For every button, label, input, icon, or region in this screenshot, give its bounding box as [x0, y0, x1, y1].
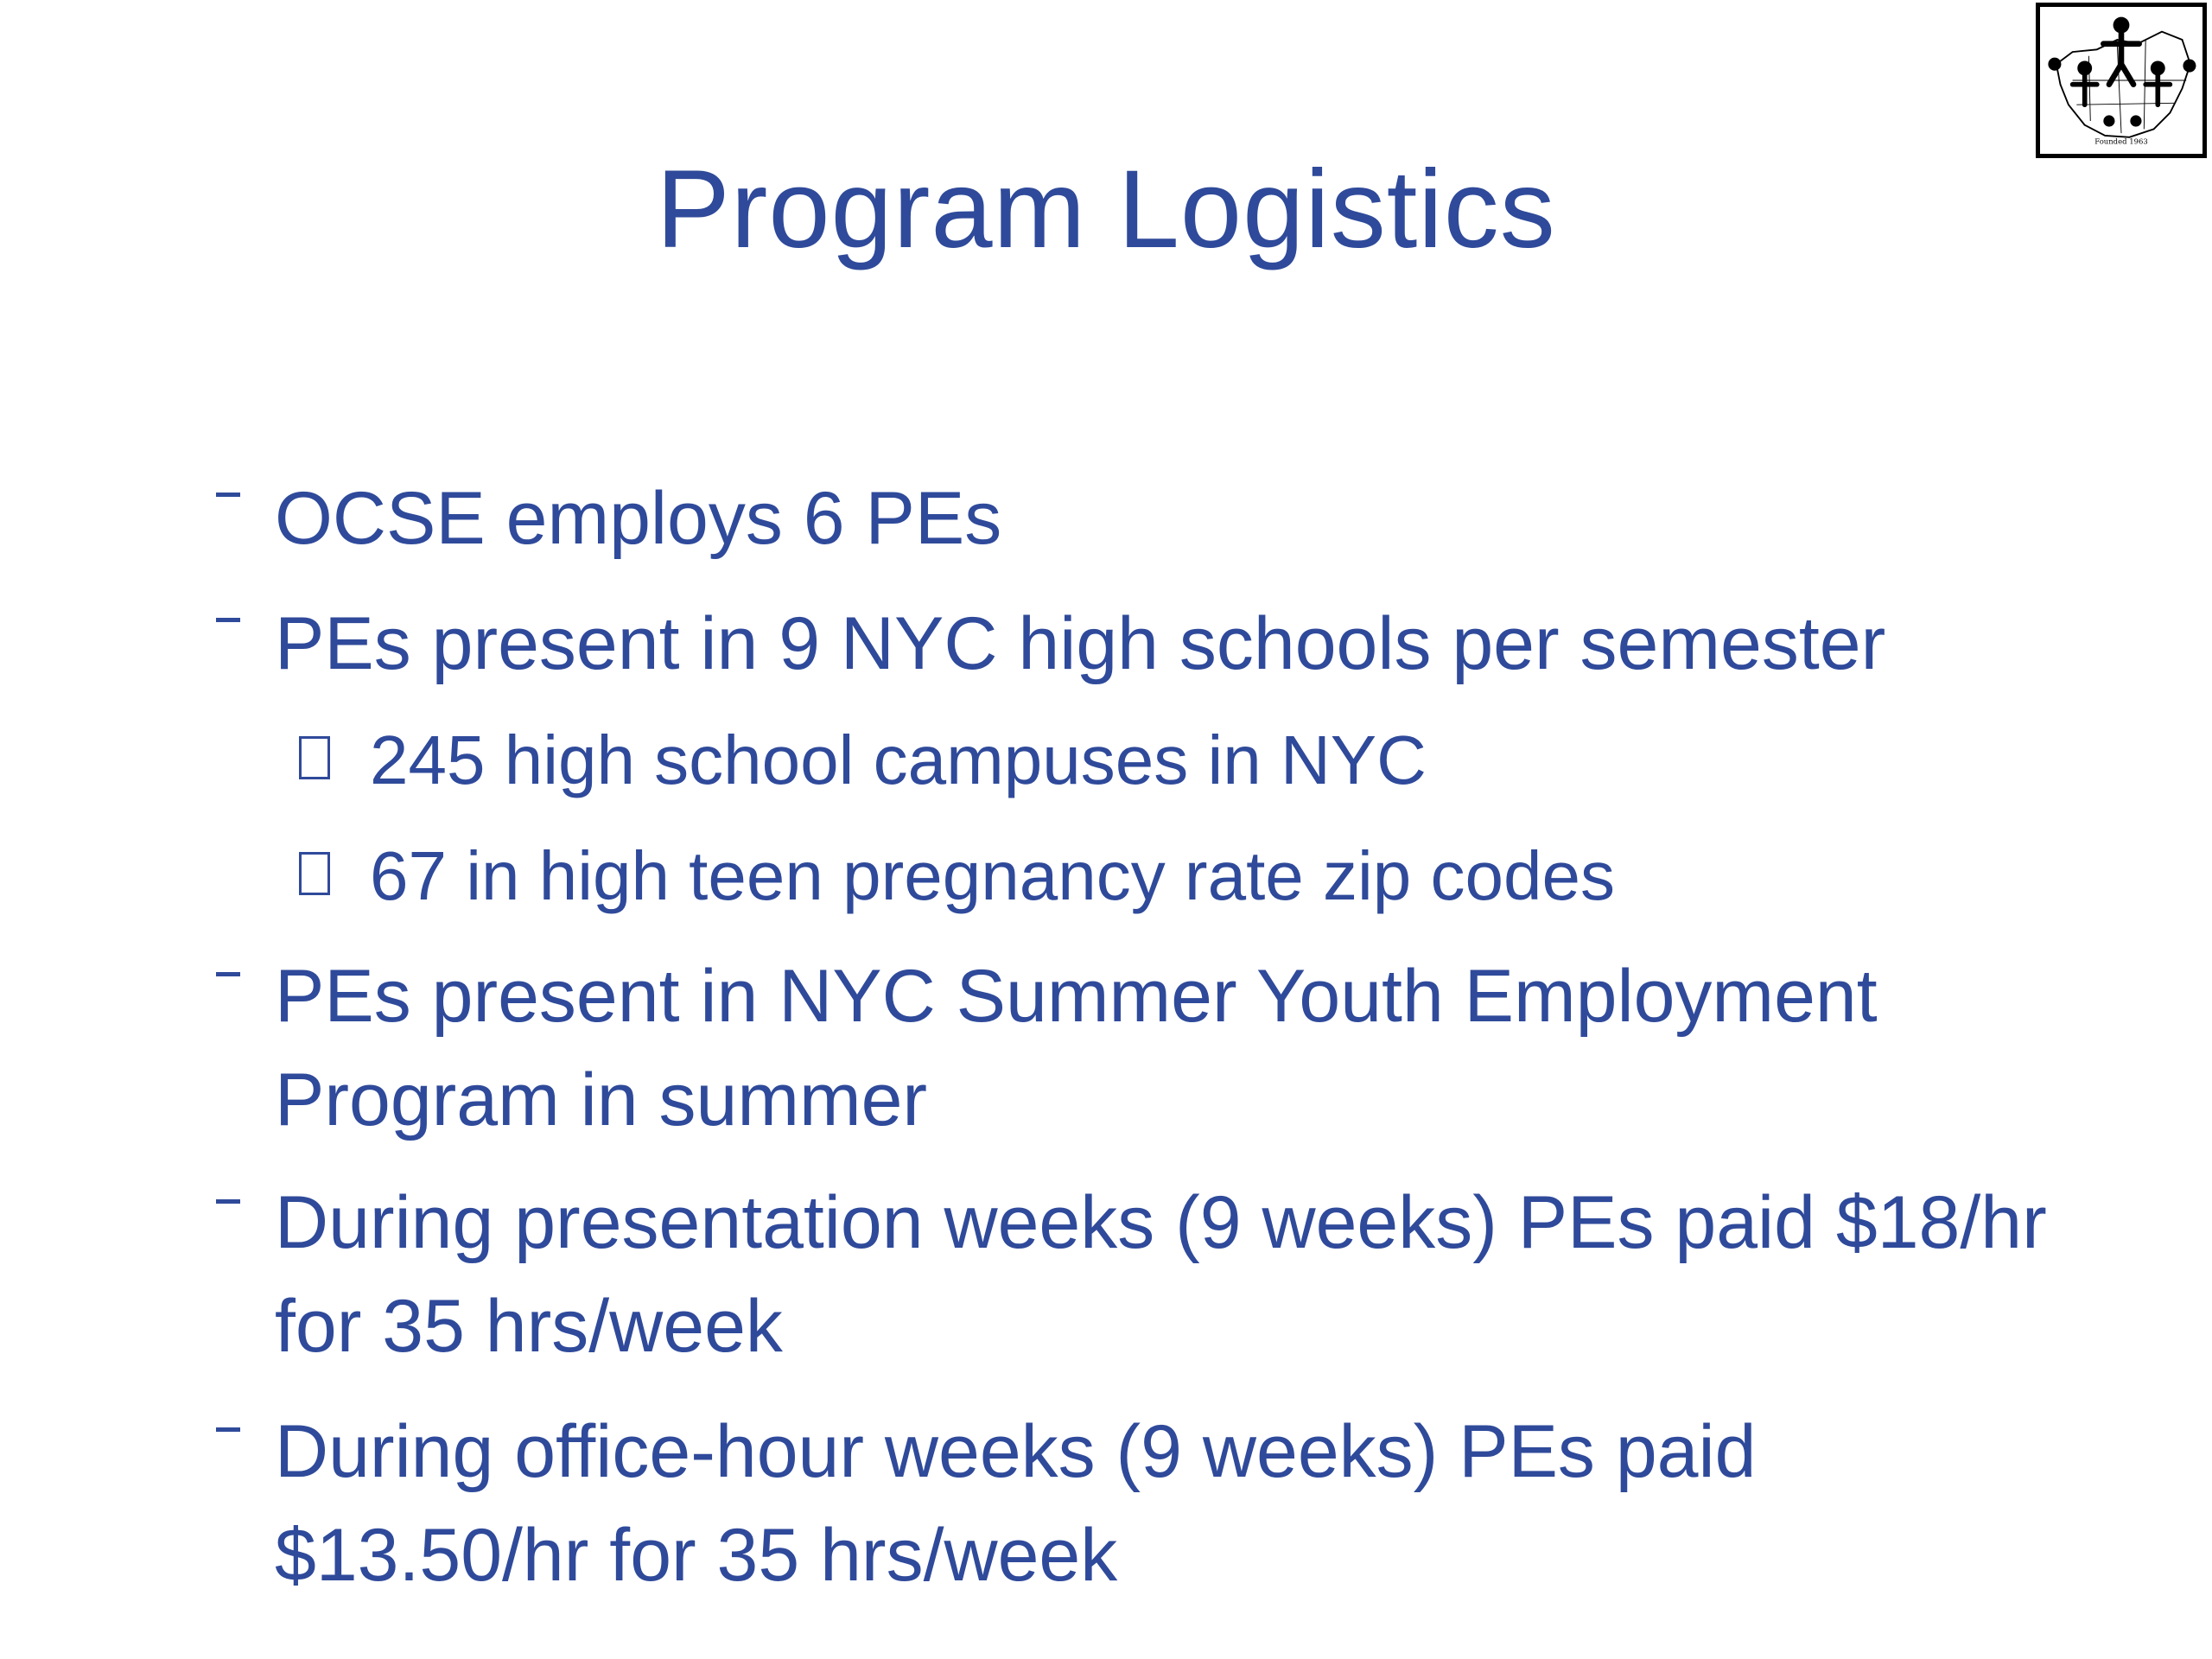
bullet-text-continued: $13.50/hr for 35 hrs/week: [275, 1514, 1118, 1597]
box-bullet-icon: [299, 852, 330, 895]
dash-bullet-icon: [216, 618, 240, 622]
dash-bullet-icon: [216, 1427, 240, 1432]
sub-bullet-text: 245 high school campuses in NYC: [370, 721, 1427, 798]
dash-bullet-icon: [216, 972, 240, 976]
bullet-text-continued: for 35 hrs/week: [275, 1285, 783, 1368]
bullet-text: During office-hour weeks (9 weeks) PEs paid: [275, 1410, 1757, 1493]
box-bullet-icon: [299, 736, 330, 779]
dash-bullet-icon: [216, 1199, 240, 1204]
bullet-text: During presentation weeks (9 weeks) PEs paid $18/hr: [275, 1181, 2047, 1264]
slide-title: Program Logistics: [656, 148, 1556, 271]
bullet-text: PEs present in 9 NYC high schools per semester: [275, 602, 1886, 685]
bullet-text: OCSE employs 6 PEs: [275, 477, 1002, 560]
logo-caption: Founded 1963: [2094, 137, 2148, 146]
dash-bullet-icon: [216, 493, 240, 497]
bullet-text: PEs present in NYC Summer Youth Employment: [275, 955, 1878, 1038]
bullet-text-continued: Program in summer: [275, 1058, 928, 1141]
sub-bullet-text: 67 in high teen pregnancy rate zip codes: [370, 837, 1615, 914]
